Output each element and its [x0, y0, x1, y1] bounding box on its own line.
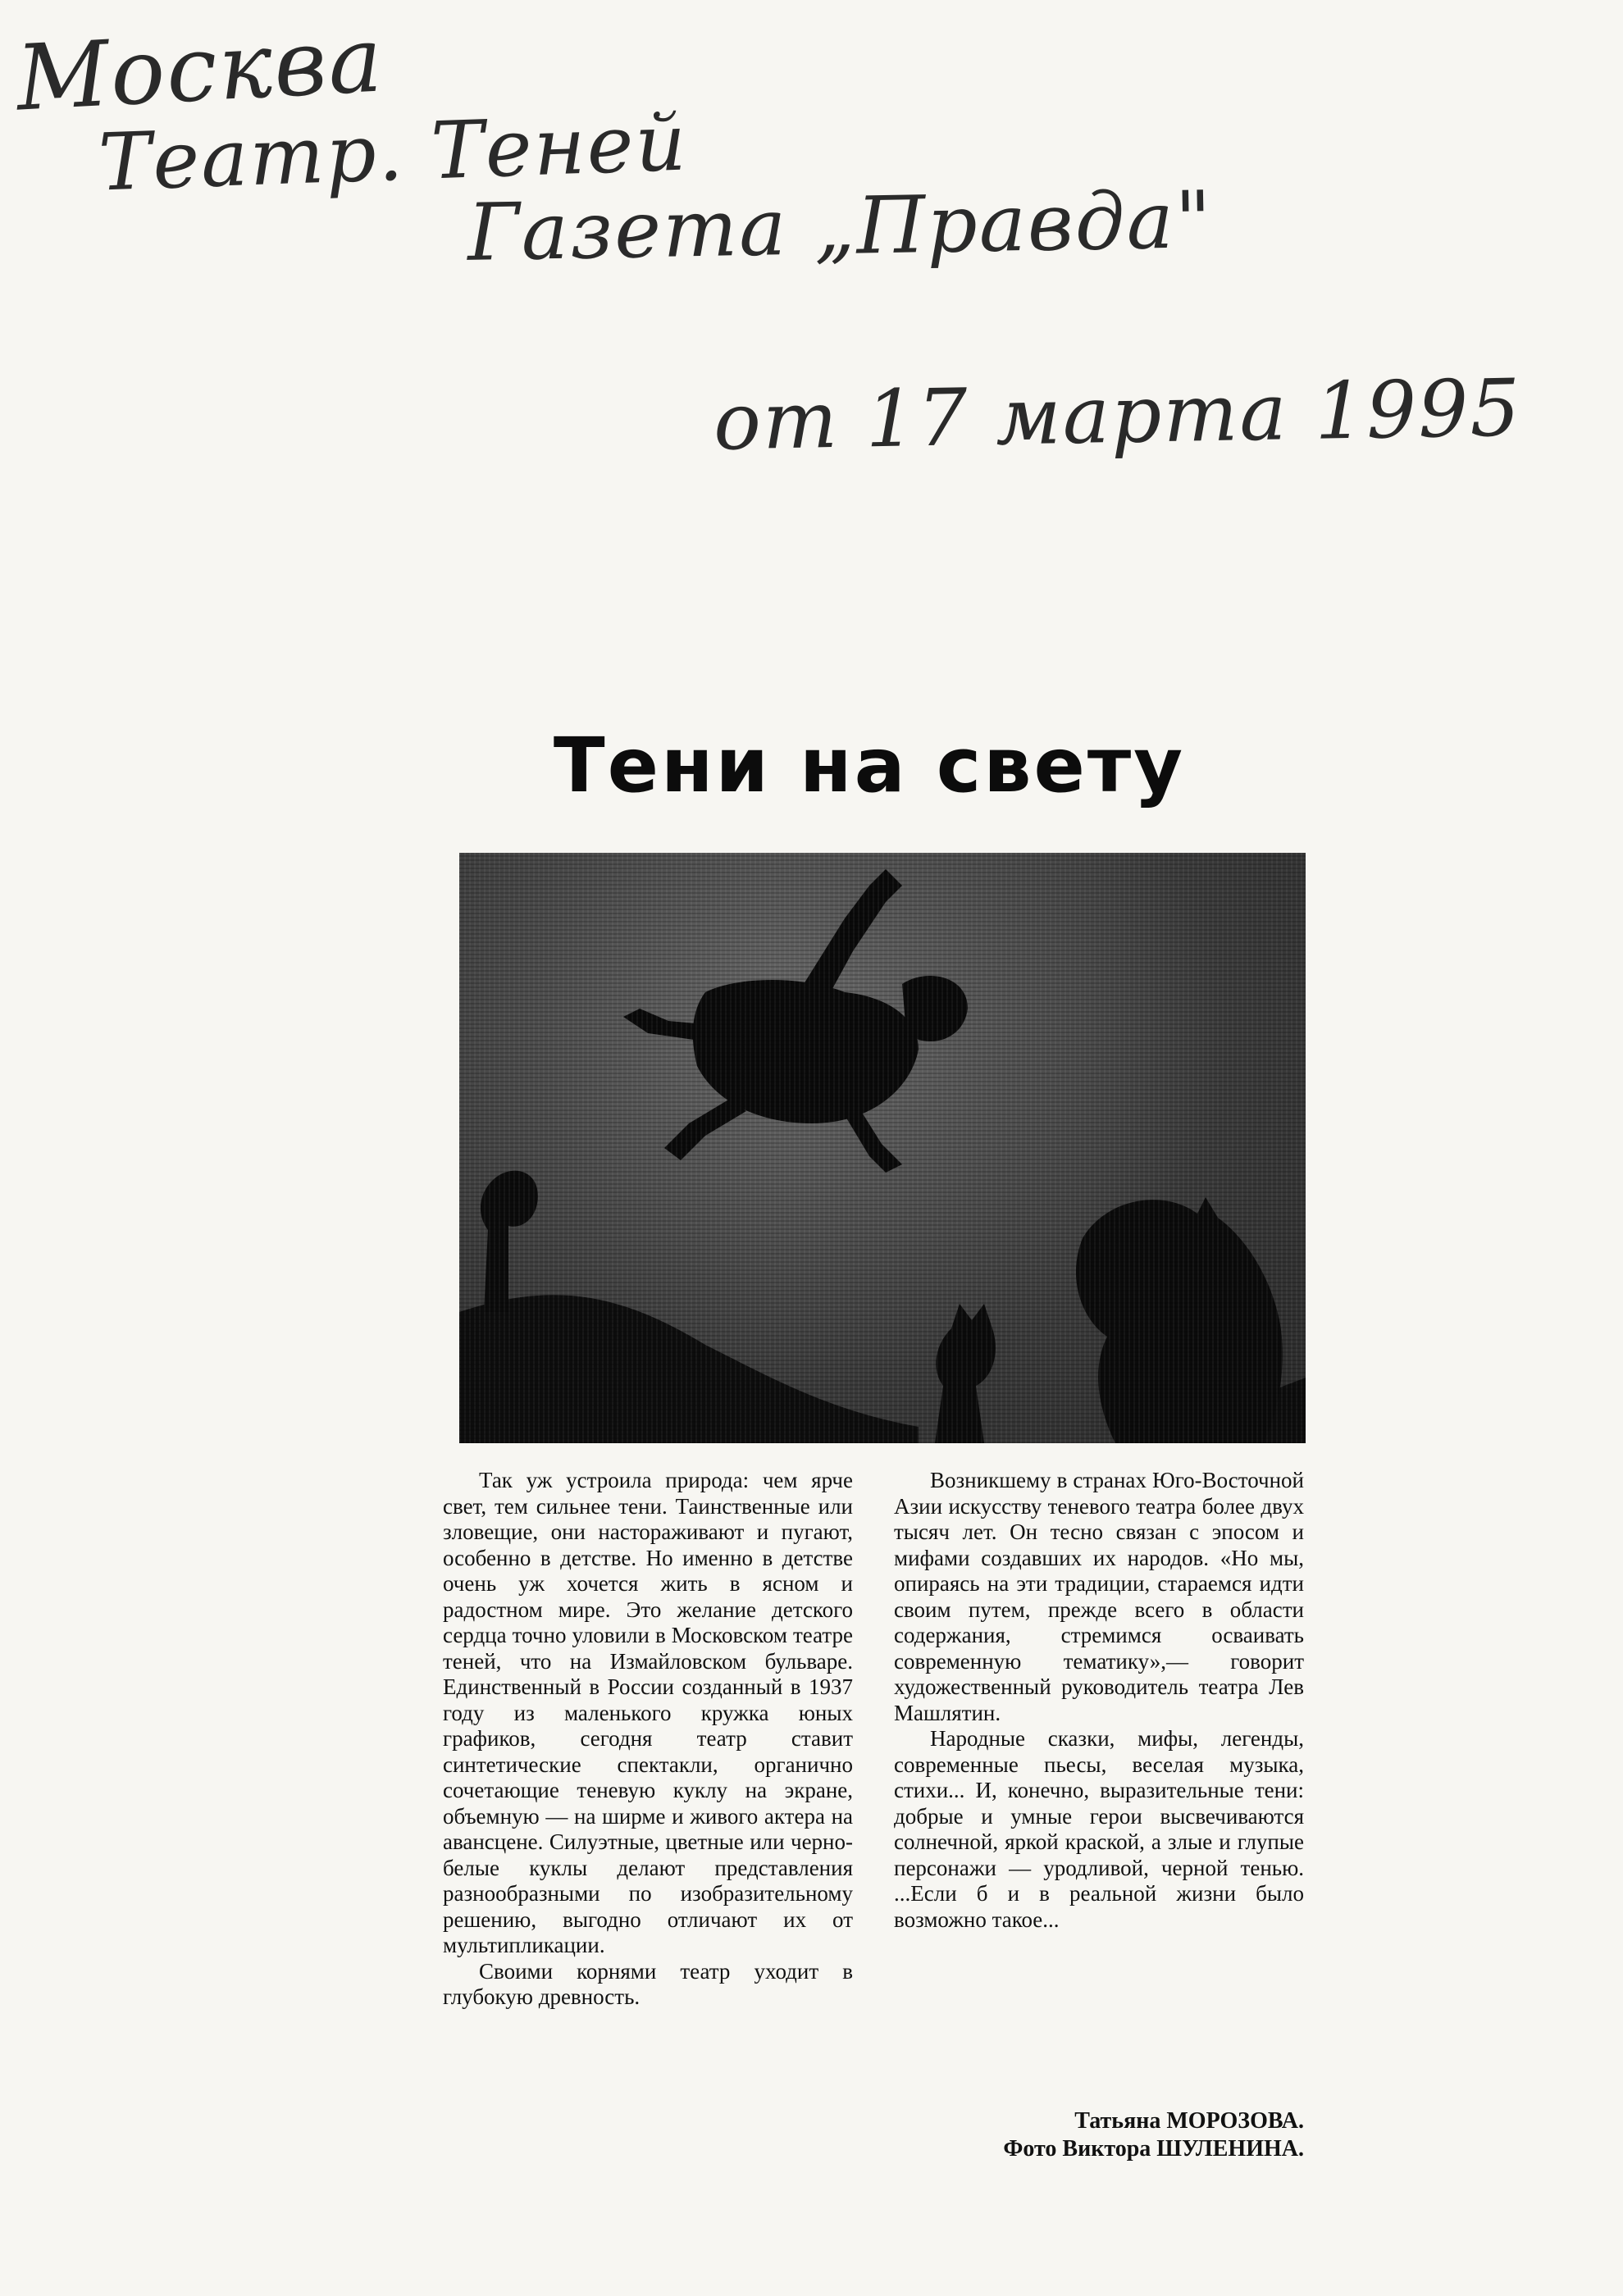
- article-photo: [459, 853, 1306, 1443]
- article-byline: [894, 2107, 1304, 2163]
- handwritten-note-city: Москва: [13, 7, 386, 131]
- handwritten-note-date: от 17 марта 1995: [713, 362, 1523, 468]
- author-name: Татьяна МОРОЗОВА.: [1074, 2108, 1304, 2134]
- photo-credit: Фото Виктора ШУЛЕНИНА.: [1003, 2136, 1304, 2162]
- article-column-1: [443, 1468, 853, 2011]
- article-paragraph: Так уж устроила природа: чем ярче свет, тем сильнее тени. Таинственные или зловещие, они настораживают и пугают, особенно в детстве. Но именно в детстве очень уж хочется жить в ясном и радостном мире. Это желание детского сердца точно уловили в Московском театре теней, что на Измайловском бульваре. Единственный в России созданный в 1937 году из маленького кружка юных графиков, сегодня театр ставит синтетические спектакли, органично сочетающие теневую куклу на экране, объемную — на ширме и живого актера на авансцене. Силуэтные, цветные или черно-белые куклы делают представления разнообразными по изобразительному решению, выгодно отличают их от мультипликации.: [443, 1468, 853, 1957]
- article-column-2: [894, 1468, 1304, 1933]
- shadow-puppet-silhouettes: [459, 853, 1306, 1443]
- article-paragraph: Возникшему в странах Юго-Восточной Азии искусству теневого театра более двух тысяч лет. Он тесно связан с эпосом и мифами создавших их народов. «Но мы, опираясь на эти традиции, стараемся идти своим путем, прежде всего в области содержания, стремимся осваивать современную тематику»,— говорит художественный руководитель театра Лев Машлятин.: [894, 1468, 1304, 1725]
- handwritten-note-newspaper: Газета „Правда": [467, 174, 1214, 279]
- article-headline: Тени на свету: [553, 722, 1186, 809]
- article-paragraph: Своими корнями театр уходит в глубокую древность.: [443, 1958, 853, 2009]
- article-paragraph: Народные сказки, мифы, легенды, современные пьесы, веселая музыка, стихи... И, конечно, выразительные тени: добрые и умные герои высвечиваются солнечной, яркой краской, а злые и глупые персонажи — уродливой, черной тенью. ...Если б и в реальной жизни было возможно такое...: [894, 1726, 1304, 1932]
- handwritten-note-theatre: Театр. Теней: [97, 96, 690, 209]
